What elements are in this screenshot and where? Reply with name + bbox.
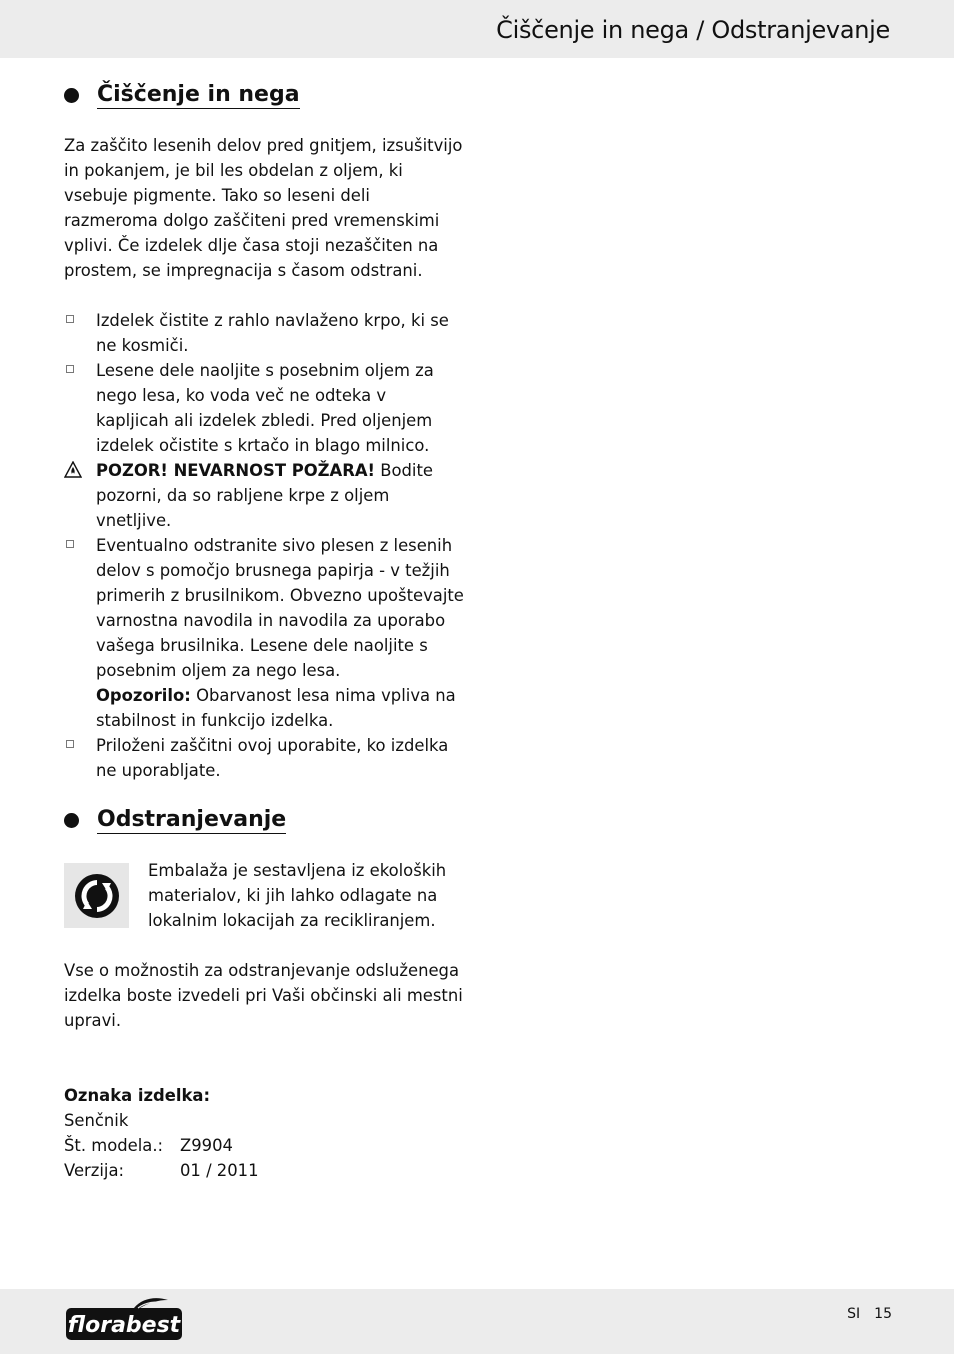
version-row — [64, 1158, 259, 1183]
product-label: Oznaka izdelka: — [64, 1086, 211, 1105]
note-text: Obarvanost lesa nima vpliva na stabilnost in funkcijo izdelka. — [96, 686, 456, 730]
heading-bullet-icon — [64, 813, 79, 828]
square-bullet-icon — [66, 540, 74, 548]
cleaning-intro: Za zaščito lesenih delov pred gnitjem, izsušitvijo in pokanjem, je bil les obdelan z oljem, ki vsebuje pigmente. Tako so leseni deli razmeroma dolgo zaščiteni pred vremenskimi vplivi. Če izdelek dlje časa stoji nezaščiten na prostem, se impregnacija s časom odstrani. — [64, 136, 463, 280]
list-item-text: Eventualno odstranite sivo plesen z lesenih delov s pomočjo brusnega papirja - v težjih primerih z brusilnikom. Obvezno upoštevajte varnostna navodila in navodila za uporabo vašega brusilnika. Lesene dele naoljite s posebnim oljem za nego lesa. — [96, 536, 464, 680]
list-item-text: Priloženi zaščitni ovoj uporabite, ko izdelka ne uporabljate. — [96, 736, 449, 780]
square-bullet-icon — [66, 740, 74, 748]
warning-item — [64, 458, 464, 533]
page-header-title: Čiščenje in nega / Odstranjevanje — [496, 16, 890, 44]
note-label: Opozorilo: — [96, 686, 191, 705]
recycle-icon — [72, 871, 122, 921]
page-info — [847, 1306, 892, 1322]
product-info — [64, 1083, 259, 1183]
logo-text: florabest — [67, 1313, 181, 1338]
warning-label: POZOR! NEVARNOST POŽARA! — [96, 461, 376, 480]
disposal-heading-text: Odstranjevanje — [97, 807, 287, 832]
warning-text: Bodite pozorni, da so rabljene krpe z oljem vnetljive. — [96, 461, 433, 530]
version-label: Verzija: — [64, 1161, 125, 1180]
model-value: Z9904 — [180, 1136, 233, 1155]
square-bullet-icon — [66, 315, 74, 323]
list-item — [64, 358, 464, 458]
cleaning-heading-text: Čiščenje in nega — [97, 82, 300, 107]
disposal-heading — [64, 807, 286, 834]
fire-warning-icon — [64, 461, 82, 478]
square-bullet-icon — [66, 365, 74, 373]
language-code: SI — [847, 1306, 861, 1322]
model-label: Št. modela.: — [64, 1136, 164, 1155]
page-number: 15 — [874, 1306, 892, 1322]
list-item — [64, 308, 464, 358]
heading-bullet-icon — [64, 88, 79, 103]
list-item — [64, 733, 464, 783]
version-value: 01 / 2011 — [180, 1161, 259, 1180]
cleaning-heading — [64, 82, 300, 109]
cleaning-list — [64, 308, 464, 783]
florabest-logo — [64, 1294, 184, 1342]
recycle-symbol — [64, 863, 129, 928]
model-row — [64, 1133, 259, 1158]
product-name: Senčnik — [64, 1111, 129, 1130]
disposal-paragraph: Vse o možnostih za odstranjevanje odsluženega izdelka boste izvedeli pri Vaši občinski ali mestni upravi. — [64, 961, 463, 1030]
list-item-text: Lesene dele naoljite s posebnim oljem za nego lesa, ko voda več ne odteka v kapljicah ali izdelek zbledi. Pred oljenjem izdelek očistite s krtačo in blago milnico. — [96, 361, 434, 455]
list-item — [64, 533, 464, 733]
list-item-text: Izdelek čistite z rahlo navlaženo krpo, ki se ne kosmiči. — [96, 311, 449, 355]
recycle-text: Embalaža je sestavljena iz ekoloških materialov, ki jih lahko odlagate na lokalnim lokacijah za recikliranjem. — [148, 861, 447, 930]
